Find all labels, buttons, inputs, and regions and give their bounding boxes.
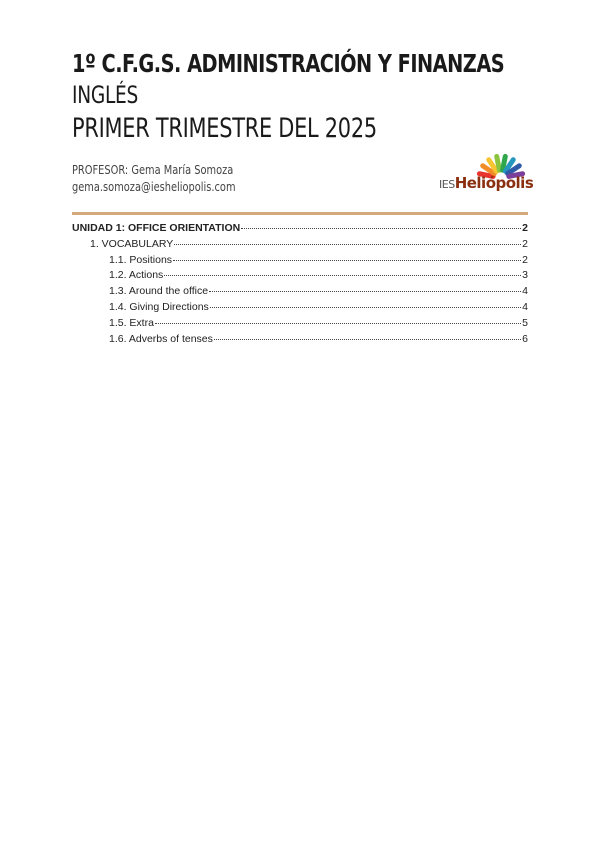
term-title: PRIMER TRIMESTRE DEL 2025 (72, 112, 377, 144)
table-of-contents (72, 222, 528, 348)
toc-dot-leader (241, 220, 521, 229)
toc-entry-label: UNIDAD 1: OFFICE ORIENTATION (72, 222, 241, 234)
toc-entry-page: 4 (522, 300, 528, 313)
toc-entry-label: 1.2. Actions (109, 269, 164, 282)
toc-entry-label: 1.4. Giving Directions (109, 300, 209, 313)
toc-entry-page: 2 (522, 253, 528, 266)
toc-dot-leader (214, 331, 521, 340)
toc-entry-page: 3 (522, 269, 528, 282)
logo-name: Heliópolis (454, 174, 534, 192)
header-divider (72, 212, 528, 215)
toc-entry-page: 5 (522, 316, 528, 329)
toc-dot-leader (155, 315, 521, 324)
teacher-email: gema.somoza@iesheliopolis.com (72, 179, 236, 194)
toc-entry-label: 1. VOCABULARY (90, 237, 174, 250)
toc-dot-leader (174, 236, 521, 245)
toc-entry-label: 1.5. Extra (109, 316, 154, 329)
teacher-info (72, 162, 236, 196)
logo-wordmark (439, 174, 533, 192)
toc-entry-page: 4 (522, 285, 528, 298)
document-header (72, 50, 532, 144)
toc-dot-leader (164, 267, 521, 276)
toc-entry-page: 6 (522, 332, 528, 345)
logo-ray (497, 156, 500, 170)
toc-entry-page: 2 (522, 222, 528, 234)
toc-dot-leader (210, 299, 521, 308)
toc-entry-page: 2 (522, 237, 528, 250)
course-title: 1º C.F.G.S. ADMINISTRACIÓN Y FINANZAS (72, 49, 505, 78)
toc-entry[interactable] (72, 333, 528, 349)
toc-entry-label: 1.3. Around the office (109, 285, 209, 298)
logo-prefix: IES (439, 178, 455, 191)
subject-title: INGLÉS (72, 80, 139, 109)
toc-entry-label: 1.6. Adverbs of tenses (109, 332, 213, 345)
school-logo (437, 154, 532, 196)
toc-dot-leader (173, 252, 521, 261)
teacher-name: PROFESOR: Gema María Somoza (72, 163, 234, 177)
toc-entry-label: 1.1. Positions (109, 253, 173, 266)
toc-dot-leader (209, 283, 521, 292)
